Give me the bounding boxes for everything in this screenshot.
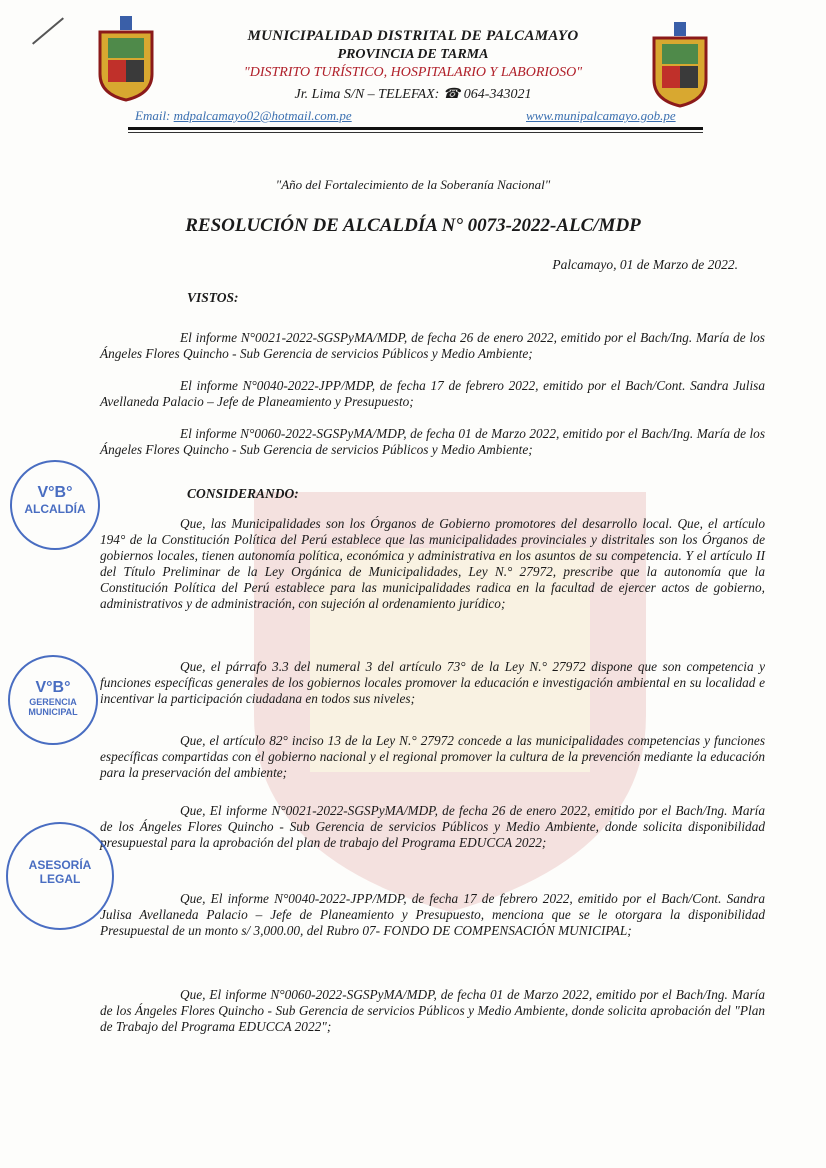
stamp-text: ALCALDÍA [24,502,86,516]
year-motto: "Año del Fortalecimiento de la Soberanía Nacional" [275,177,551,192]
stamp-text: ASESORÍA [28,858,92,872]
header-divider [128,127,703,130]
website-link[interactable]: www.munipalcamayo.gob.pe [526,108,676,123]
address: Jr. Lima S/N – TELEFAX: [294,87,440,102]
stamp-text: GERENCIA MUNICIPAL [28,697,78,717]
vistos-paragraph: El informe N°0021-2022-SGSPyMA/MDP, de fecha 26 de enero 2022, emitido por el Bach/Ing. María de los Ángeles Flores Quincho - Sub Gerencia de servicios Públicos y Medio Ambiente; [100,330,765,361]
phone-number: 064-343021 [463,87,532,102]
phone-icon: ☎ [442,87,461,102]
stamp-gerencia [8,655,98,745]
email-label: Email: [135,108,171,123]
considerando-heading: CONSIDERANDO: [187,486,299,501]
email-line [135,108,352,124]
vistos-paragraph: El informe N°0060-2022-SGSPyMA/MDP, de fecha 01 de Marzo 2022, emitido por el Bach/Ing. María de los Ángeles Flores Quincho - Sub Gerencia de servicios Públicos y Medio Ambiente; [100,426,765,457]
stamp-asesoria-legal [6,822,114,930]
vistos-paragraph: El informe N°0040-2022-JPP/MDP, de fecha 17 de febrero 2022, emitido por el Bach/Cont. Sandra Julisa Avellaneda Palacio – Jefe de Planeamiento y Presupuesto; [100,378,765,409]
considerando-paragraph: Que, las Municipalidades son los Órganos de Gobierno promotores del desarrollo local. Que, el artículo 194° de la Constitución Política del Perú establece que las municipalidades provinciales y distritales son los Órganos de gobiernos locales, tienen autonomía política, económica y administrativa en los asuntos de su competencia. Y el artículo II del Título Preliminar de la Ley Orgánica de Municipalidades, Ley N.° 27972, prescribe que la autonomía que la Constitución Política del Perú establece para las municipalidades radica en la facultad de ejercer actos de gobierno, administrativos y de administración, con sujeción al ordenamiento jurídico; [100,516,765,611]
stamp-alcaldia [10,460,100,550]
document-date: Palcamayo, 01 de Marzo de 2022. [552,257,738,272]
province-name: PROVINCIA DE TARMA [337,47,489,62]
header-divider-thin [128,132,703,133]
email-link[interactable]: mdpalcamayo02@hotmail.com.pe [173,108,352,123]
address-line [0,86,826,103]
document-title: RESOLUCIÓN DE ALCALDÍA N° 0073-2022-ALC/MDP [185,215,641,236]
considerando-paragraph: Que, El informe N°0040-2022-JPP/MDP, de fecha 17 de febrero 2022, emitido por el Bach/Cont. Sandra Julisa Avellaneda Palacio – Jefe de Planeamiento y Presupuesto, menciona que se le otorgara la disponibilidad Presupuestal de un monto s/ 3,000.00, del Rubro 07- FONDO DE COMPENSACIÓN MUNICIPAL; [100,891,765,938]
stamp-text: LEGAL [39,872,81,886]
considerando-paragraph: Que, El informe N°0060-2022-SGSPyMA/MDP, de fecha 01 de Marzo 2022, emitido por el Bach/Ing. María de los Ángeles Flores Quincho - Sub Gerencia de servicios Públicos y Medio Ambiente, donde solicita aprobación del "Plan de Trabajo del Programa EDUCCA 2022"; [100,987,765,1034]
considerando-paragraph: Que, El informe N°0021-2022-SGSPyMA/MDP, de fecha 26 de enero 2022, emitido por el Bach/Ing. María de los Ángeles Flores Quincho - Sub Gerencia de servicios Públicos y Medio Ambiente, donde solicita disponibilidad presupuestal para la aprobación del plan de trabajo del Programa EDUCCA 2022; [100,803,765,850]
stamp-text: V°B° [35,679,71,696]
considerando-paragraph: Que, el párrafo 3.3 del numeral 3 del artículo 73° de la Ley N.° 27972 dispone que son competencia y funciones específicas generales de los gobiernos locales promover la educación e investigación ambiental en su localidad e incentivar la participación ciudadana en todos sus niveles; [100,659,765,706]
district-motto: "DISTRITO TURÍSTICO, HOSPITALARIO Y LABORIOSO" [243,65,583,80]
stamp-text: V°B° [37,484,73,501]
considerando-paragraph: Que, el artículo 82° inciso 13 de la Ley N.° 27972 concede a las municipalidades competencias y funciones específicas compartidas con el gobierno nacional y el regional promover la cultura de la prevención mediante la educación para la preservación del ambiente; [100,733,765,780]
vistos-heading: VISTOS: [187,290,239,305]
municipality-name: MUNICIPALIDAD DISTRITAL DE PALCAMAYO [247,28,579,44]
